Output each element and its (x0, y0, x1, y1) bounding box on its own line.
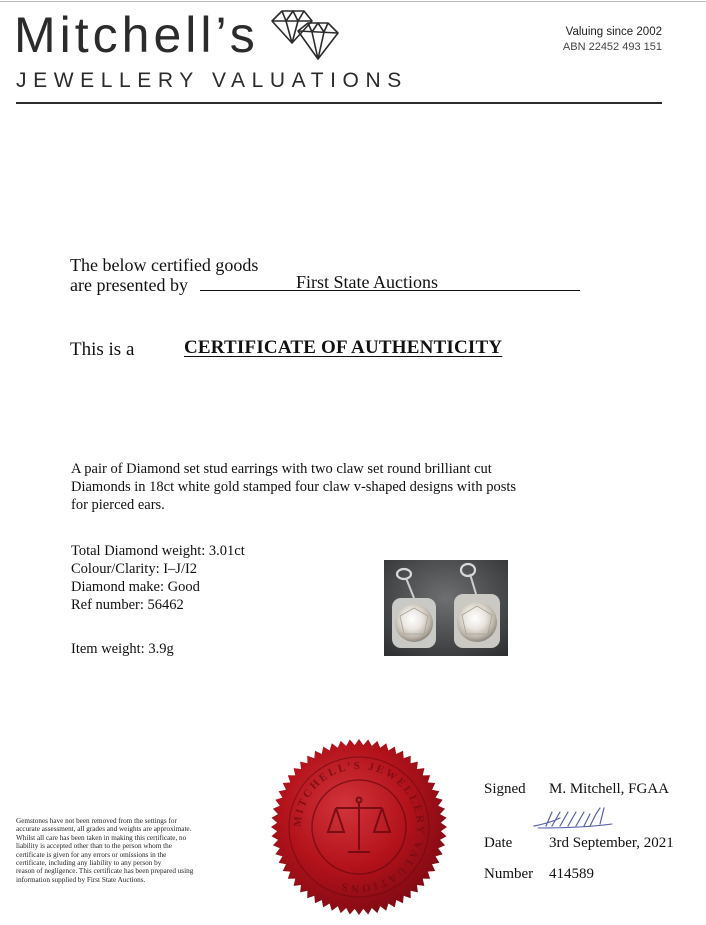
spec-total-weight: Total Diamond weight: 3.01ct (71, 543, 245, 559)
diamond-icon (268, 9, 344, 63)
disclaimer-line: accurate assessment, all grades and weights are approximate. (16, 825, 192, 834)
abn-number: ABN 22452 493 151 (562, 41, 662, 53)
handwritten-signature (530, 802, 630, 832)
wax-seal (270, 738, 448, 916)
description-line: Diamonds in 18ct white gold stamped four claw v-shaped designs with posts (71, 479, 517, 495)
signed-label: Signed (484, 781, 526, 797)
spec-colour-clarity: Colour/Clarity: I–J/I2 (71, 561, 198, 577)
item-weight: Item weight: 3.9g (71, 641, 174, 657)
spec-ref-number: Ref number: 56462 (71, 597, 184, 613)
disclaimer-line: certificate, including any liability to any person by (16, 859, 162, 868)
date-value: 3rd September, 2021 (549, 835, 674, 851)
disclaimer-line: Gemstones have not been removed from the settings for (16, 817, 177, 825)
disclaimer-line: Whilst all care has been taken in making this certificate, no (16, 833, 187, 842)
certificate-intro: This is a (70, 339, 135, 360)
tagline: Valuing since 2002 (565, 26, 662, 38)
description-line: A pair of Diamond set stud earrings with two claw set round brilliant cut (71, 461, 492, 477)
seal-ring-text: MITCHELL’S JEWELLERY VALUATIONS (291, 759, 427, 895)
disclaimer-line: reason of negligence. This certificate has been prepared using (16, 867, 194, 876)
signer-name: M. Mitchell, FGAA (549, 781, 669, 797)
disclaimer-line: certificate is given for any errors or omissions in the (16, 850, 167, 859)
spec-diamond-make: Diamond make: Good (71, 579, 200, 595)
certificate-number: 414589 (549, 866, 594, 882)
presenter-name: First State Auctions (295, 272, 438, 292)
disclaimer (16, 817, 266, 884)
brand-name: Mitchell’s (14, 7, 259, 63)
disclaimer-line: liability is accepted other than to the person whom the (16, 842, 172, 851)
item-description (71, 460, 531, 514)
brand-subtitle: JEWELLERY VALUATIONS (16, 69, 408, 92)
presented-line-2: are presented by (70, 275, 188, 295)
certificate-title: CERTIFICATE OF AUTHENTICITY (184, 337, 503, 358)
header-divider (16, 102, 662, 104)
date-label: Date (484, 835, 513, 851)
description-line: for pierced ears. (71, 497, 165, 513)
earrings-photo (384, 560, 508, 656)
item-specs (71, 542, 245, 614)
top-border-rule (0, 1, 706, 2)
presented-line-1: The below certified goods (70, 255, 259, 275)
number-label: Number (484, 866, 534, 882)
disclaimer-line: information supplied by First State Auctions. (16, 875, 146, 884)
